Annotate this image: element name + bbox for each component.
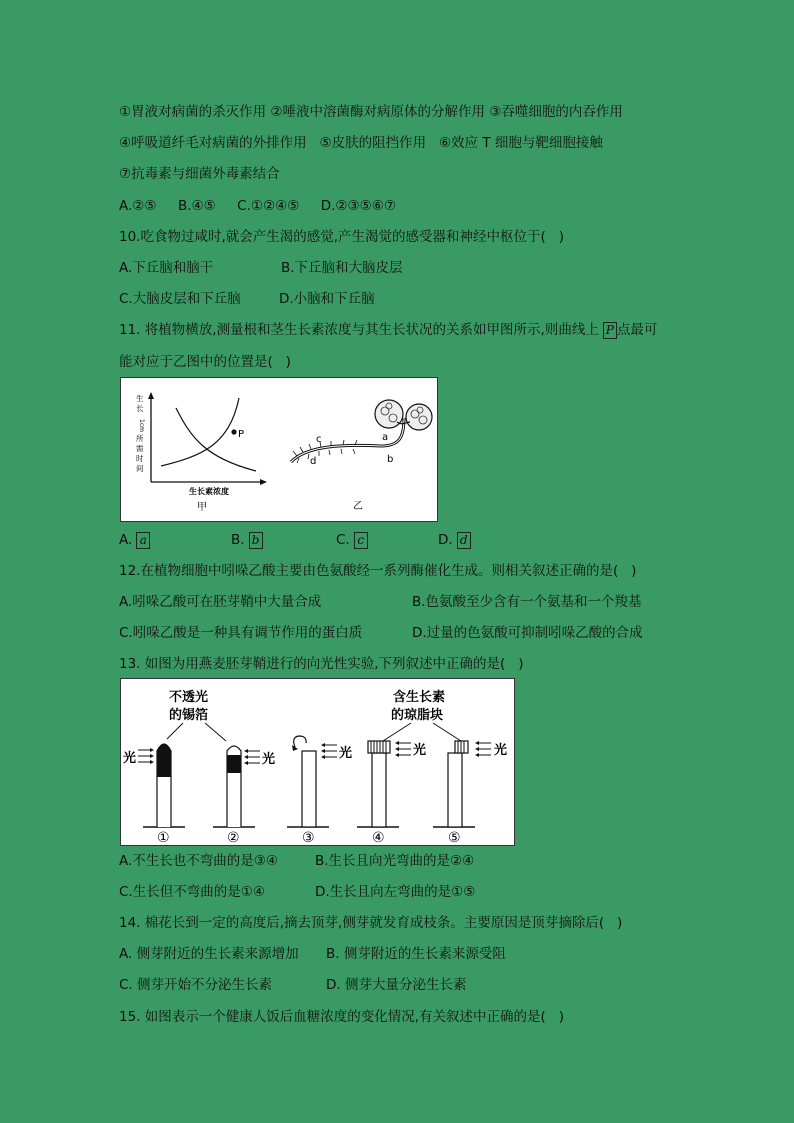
q9-choices: A.②⑤ B.④⑤ C.①②④⑤ D.②③⑤⑥⑦ [119, 198, 396, 214]
arrows-right-icon [138, 750, 152, 762]
q11-p-box: P [603, 322, 617, 339]
label-a: a [382, 432, 389, 443]
q14-option-a: A. 侧芽附近的生长素来源增加 [119, 946, 299, 962]
q9-options-line1: ①胃液对病菌的杀灭作用 ②唾液中溶菌酶对病原体的分解作用 ③吞噬细胞的内吞作用 [119, 104, 623, 120]
label-foil-2: 的锡箔 [169, 708, 209, 723]
svg-text:需: 需 [136, 444, 144, 453]
q11-stem: 11. 将植物横放,测量根和茎生长素浓度与其生长状况的关系如甲图所示,则曲线上 P 点最可 [119, 322, 658, 338]
q12-option-b: B.色氨酸至少含有一个氨基和一个羧基 [412, 594, 642, 610]
light-left-1 [123, 748, 154, 766]
arrows-left-icon [477, 743, 491, 755]
arrows-left-icon [397, 743, 411, 755]
svg-text:光: 光 [339, 746, 353, 761]
label-b: b [387, 454, 394, 465]
q12-option-c: C.吲哚乙酸是一种具有调节作用的蛋白质 [119, 625, 363, 641]
num-2: ② [227, 830, 240, 845]
q11-figure [120, 377, 438, 522]
light-right-4 [395, 741, 426, 758]
num-1: ① [157, 830, 170, 845]
q13-option-a: A.不生长也不弯曲的是③④ [119, 853, 278, 869]
q13-figure [120, 678, 515, 846]
label-agar-2: 的琼脂块 [391, 708, 444, 723]
q10-option-d: D.小脑和下丘脑 [279, 291, 375, 307]
label-foil-1: 不透光 [169, 690, 209, 705]
svg-text:时: 时 [136, 454, 144, 463]
q11-figure-svg [121, 378, 437, 521]
label-yi: 乙 [353, 501, 363, 512]
q12-option-d: D.过量的色氨酸可抑制吲哚乙酸的合成 [412, 625, 643, 641]
leaf-right-icon [406, 404, 432, 430]
arrows-left-icon [246, 751, 260, 763]
q11-option-a: A. a [119, 531, 150, 549]
y-axis-arrow-icon [148, 392, 154, 399]
svg-text:间: 间 [136, 464, 144, 473]
num-3: ③ [302, 830, 315, 845]
q14-stem: 14. 棉花长到一定的高度后,摘去顶芽,侧芽就发育成枝条。主要原因是顶芽摘除后( ) [119, 915, 623, 931]
num-5: ⑤ [448, 830, 461, 845]
svg-text:光: 光 [413, 743, 427, 758]
light-right-2 [244, 749, 275, 767]
light-right-3 [321, 743, 352, 761]
q10-option-a: A.下丘脑和脑干 [119, 260, 214, 276]
label-d: d [310, 456, 317, 467]
q10-option-c: C.大脑皮层和下丘脑 [119, 291, 241, 307]
q13-option-c: C.生长但不弯曲的是①④ [119, 884, 265, 900]
svg-text:光: 光 [494, 743, 508, 758]
coleoptile-3 [292, 736, 316, 827]
q15-stem: 15. 如图表示一个健康人饭后血糖浓度的变化情况,有关叙述中正确的是( ) [119, 1009, 564, 1025]
x-axis-arrow-icon [260, 479, 267, 485]
label-c: c [316, 434, 322, 445]
coleoptile-1 [157, 744, 171, 827]
svg-text:所: 所 [136, 434, 144, 443]
y-label [136, 393, 145, 473]
q11-option-d: D. d [438, 531, 471, 549]
svg-text:光: 光 [123, 751, 137, 766]
svg-text:光: 光 [262, 752, 276, 767]
point-p [231, 429, 236, 434]
q9-options-line2: ④呼吸道纤毛对病菌的外排作用 ⑤皮肤的阻挡作用 ⑥效应 T 细胞与靶细胞接触 [119, 135, 603, 151]
arrows-left-icon [323, 745, 337, 757]
curve-rising [161, 398, 239, 466]
root-hairs [293, 440, 357, 463]
light-right-5 [475, 741, 507, 758]
q13-option-d: D.生长且向左弯曲的是①⑤ [315, 884, 476, 900]
q12-stem: 12.在植物细胞中吲哚乙酸主要由色氨酸经一系列酶催化生成。则相关叙述正确的是( ) [119, 563, 637, 579]
removed-tip-arrow-icon [294, 736, 306, 747]
leaf-left-icon [375, 400, 403, 428]
q11-option-b: B. b [231, 531, 263, 549]
label-jia: 甲 [197, 502, 207, 513]
q13-stem: 13. 如图为用燕麦胚芽鞘进行的向光性实验,下列叙述中正确的是( ) [119, 656, 524, 672]
svg-text:长: 长 [136, 404, 144, 413]
x-label: 生长素浓度 [189, 487, 229, 496]
svg-text:生: 生 [136, 394, 144, 403]
coleoptile-4 [368, 741, 390, 827]
q14-option-c: C. 侧芽开始不分泌生长素 [119, 977, 273, 993]
plant-yi [291, 400, 432, 512]
q14-option-b: B. 侧芽附近的生长素来源受阻 [326, 946, 506, 962]
point-p-label: P [238, 429, 245, 440]
svg-text:1cm: 1cm [138, 419, 145, 432]
graph-jia [136, 392, 267, 513]
num-4: ④ [372, 830, 385, 845]
label-agar-1: 含生长素 [393, 690, 446, 705]
q12-option-a: A.吲哚乙酸可在胚芽鞘中大量合成 [119, 594, 322, 610]
q11-stem-line2: 能对应于乙图中的位置是( ) [119, 354, 291, 370]
q10-option-b: B.下丘脑和大脑皮层 [281, 260, 403, 276]
coleoptile-5 [448, 741, 468, 827]
q14-option-d: D. 侧芽大量分泌生长素 [326, 977, 467, 993]
q13-option-b: B.生长且向光弯曲的是②④ [315, 853, 475, 869]
q11-option-c: C. c [336, 531, 368, 549]
coleoptile-2 [227, 746, 241, 827]
q10-stem: 10.吃食物过咸时,就会产生渴的感觉,产生渴觉的感受器和神经中枢位于( ) [119, 229, 564, 245]
q13-figure-svg [121, 679, 514, 845]
q9-options-line3: ⑦抗毒素与细菌外毒素结合 [119, 166, 280, 182]
